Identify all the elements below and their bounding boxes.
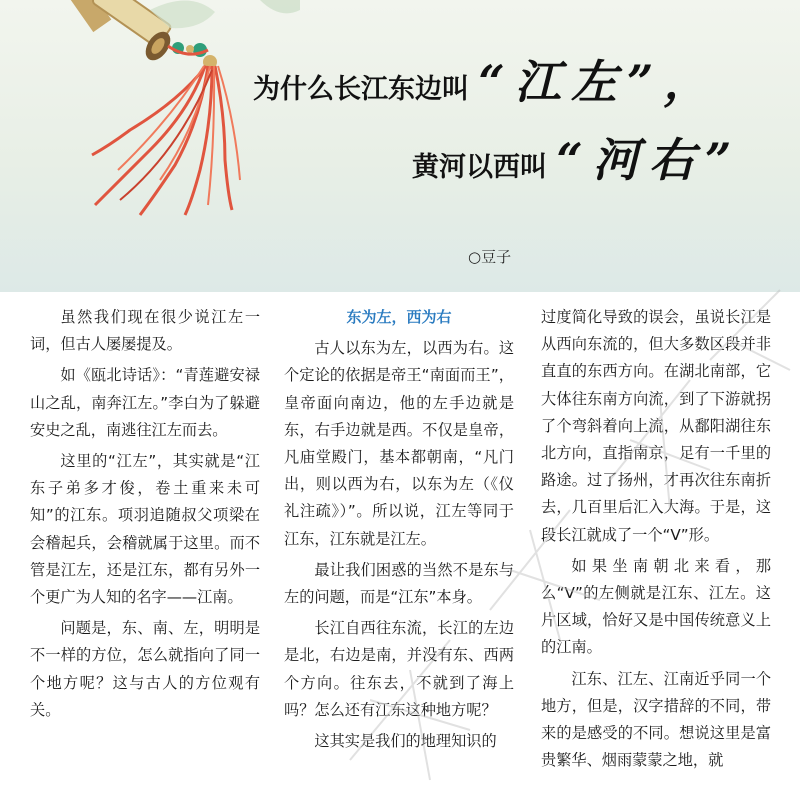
article-column-3 <box>541 304 771 778</box>
paragraph: 最让我们困惑的当然不是东与左的问题，而是“江东”本身。 <box>284 560 514 607</box>
paragraph: 这里的“江左”，其实就是“江东子弟多才俊，卷土重来未可知”的江东。项羽追随叔父项梁在会稽起兵，会稽就属于这里。而不管是江左，还是江东，都有另外一个更广为人知的名字——江南。 <box>30 452 260 607</box>
tassel-beads <box>168 42 217 69</box>
title-line1-prefix: 为什么长江东边叫 <box>253 74 469 105</box>
scroll-tassel-illustration <box>0 0 300 230</box>
paragraph: 江东、江左、江南近乎同一个地方，但是，汉字措辞的不同，带来的是感受的不同。想说这里是富贵繁华、烟雨蒙蒙之地，就 <box>541 669 771 770</box>
paragraph: 如果坐南朝北来看，那么“V”的左侧就是江东、江左。这片区域，恰好又是中国传统意义上的江南。 <box>541 556 771 657</box>
paragraph: 如《瓯北诗话》：“青莲避安禄山之乱，南奔江左。”李白为了躲避安史之乱，南逃往江左而去。 <box>30 366 260 439</box>
paragraph: 虽然我们现在很少说江左一词，但古人屡屡提及。 <box>30 308 260 354</box>
author-byline: ○豆子 <box>468 248 512 266</box>
title-line-1 <box>253 46 719 112</box>
paragraph: 长江自西往东流，长江的左边是北，右边是南，并没有东、西两个方向。往东去，不就到了海上吗？怎么还有江东这种地方呢？ <box>284 619 514 719</box>
header-banner <box>0 0 800 292</box>
paragraph: 过度简化导致的误会，虽说长江是从西向东流的，但大多数区段并非直直的东西方向。在湖北南部，它大体往东南方向流，到了下游就拐了个弯斜着向上流，从鄱阳湖往东北方向，直指南京，足有一千里的路途。过了扬州，才再次往东南折去，几百里后汇入大海。于是，这段长江就成了一个“V”形。 <box>541 308 771 544</box>
title-line2-prefix: 黄河以西叫 <box>412 152 547 183</box>
section-subheading: 东为左，西为右 <box>346 308 452 326</box>
paragraph: 问题是，东、南、左，明明是不一样的方位，怎么就指向了同一个地方呢？这与古人的方位观有关。 <box>30 619 260 719</box>
red-tassel <box>92 66 240 215</box>
article-column-1 <box>30 304 260 728</box>
title-line-2 <box>412 124 741 190</box>
paragraph: 古人以东为左，以西为右。这个定论的依据是帝王“南面而王”，皇帝面向南边，他的左手边就是东，右手边就是西。不仅是皇帝，凡庙堂殿门，基本都朝南，“凡门出，则以西为右，以东为左（《仪礼注疏》）”。所以说，江左等同于江东，江东就是江左。 <box>284 339 514 548</box>
article-column-2 <box>284 304 514 759</box>
paragraph: 这其实是我们的地理知识的 <box>314 732 497 751</box>
title-line2-quoted: “河右” <box>556 133 742 187</box>
title-line1-quoted: “江左”， <box>478 55 720 109</box>
